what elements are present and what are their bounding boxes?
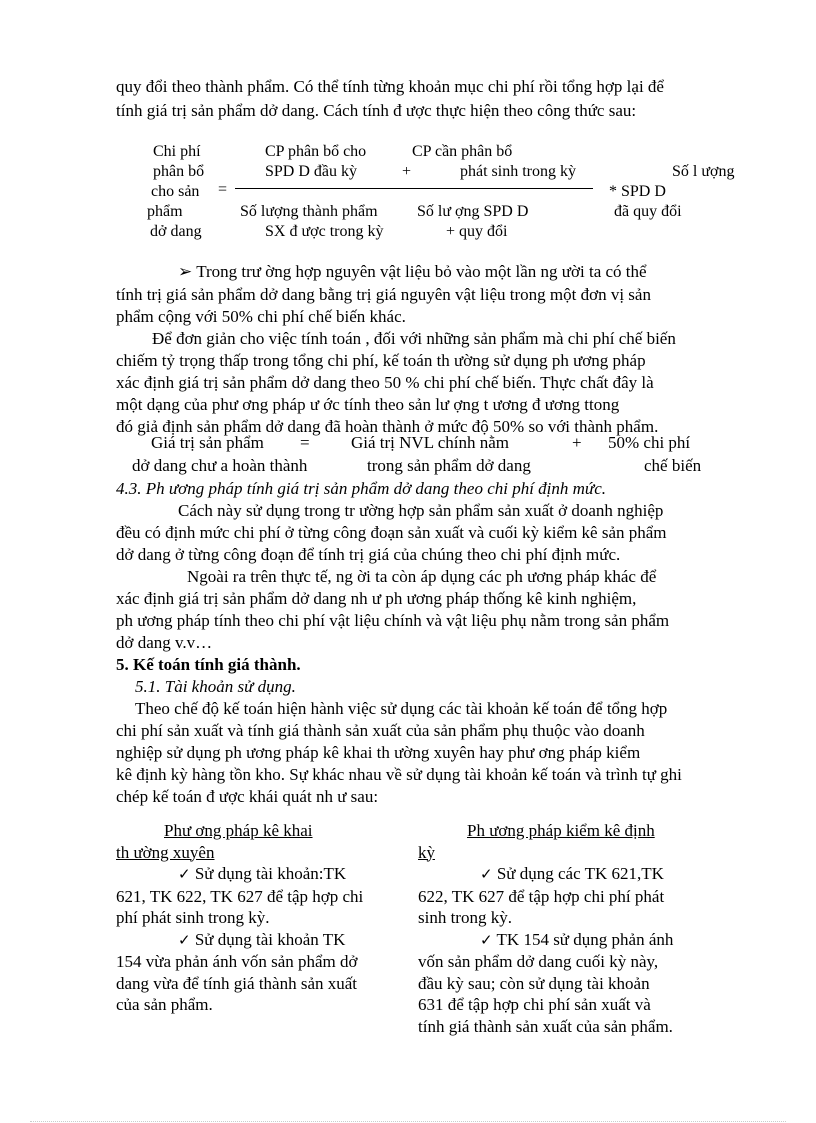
formula-lhs-1: Chi phí: [153, 143, 201, 160]
para2-line-5: đó giả định sản phẩm dở dang đã hoàn thành ở mức độ 50% so với thành phẩm.: [116, 417, 659, 436]
right-bullet-1-line-2: 622, TK 627 để tập hợp chi phí phát: [418, 886, 665, 906]
formula-rhs-3: đã quy đổi: [614, 203, 682, 220]
intro-line-1: quy đổi theo thành phẩm. Có thể tính từng khoản mục chi phí rồi tổng hợp lại để: [116, 77, 664, 96]
right-bullet-2-line-1: ✓ TK 154 sử dụng phản ánh: [480, 929, 674, 949]
left-bullet-1-line-1: ✓ Sử dụng tài khoản:TK: [178, 864, 347, 883]
left-bullet-2-line-3: dang vừa để tính giá thành sản xuất: [116, 973, 358, 993]
formula-den-b2: + quy đổi: [446, 223, 508, 240]
formula-plus: +: [402, 163, 412, 180]
formula-rhs-2: * SPD D: [609, 183, 666, 200]
checkmark-icon: ✓: [480, 865, 493, 883]
right-bullet-2-line-5: tính giá thành sản xuất của sản phẩm.: [418, 1016, 673, 1036]
left-bullet-1-line-3: phí phát sinh trong kỳ.: [116, 908, 270, 927]
checkmark-icon: ✓: [178, 865, 191, 883]
para1-line-3: phẩm cộng với 50% chi phí chế biến khác.: [116, 307, 406, 326]
formula2-c2: chế biến: [644, 456, 702, 475]
formula2-a2: dở dang chư a hoàn thành: [132, 456, 308, 475]
formula2-a1: Giá trị sản phẩm: [151, 433, 264, 452]
para4-line-4: dở dang v.v…: [116, 633, 213, 652]
checkmark-icon: ✓: [480, 930, 493, 949]
formula-rhs-1: Số l ượng: [672, 163, 735, 180]
intro-line-2: tính giá trị sản phẩm dở dang. Cách tính đ ược thực hiện theo công thức sau:: [116, 101, 637, 120]
section-heading-5: 5. Kế toán tính giá thành.: [116, 655, 301, 674]
formula-lhs-3: cho sản: [151, 183, 200, 200]
formula-lhs-2: phân bổ: [153, 163, 205, 180]
formula2-b2: trong sản phẩm dở dang: [367, 456, 531, 475]
formula-num-b1: CP cần phân bổ: [412, 143, 513, 160]
right-header-line-2: kỳ: [418, 842, 435, 862]
right-bullet-1-line-3: sinh trong kỳ.: [418, 908, 512, 927]
left-bullet-1-line-2: 621, TK 622, TK 627 để tập hợp chi: [116, 886, 364, 906]
para1-line-1: ➢ Trong trư ờng hợp nguyên vật liệu bỏ vào một lần ng ười ta có thể: [178, 262, 647, 281]
right-header-line-1: Ph ương pháp kiểm kê định: [467, 821, 655, 840]
arrow-bullet-icon: ➢: [178, 262, 193, 281]
formula2-eq: =: [300, 433, 310, 452]
left-bullet-2-line-4: của sản phẩm.: [116, 995, 213, 1014]
para4-line-2: xác định giá trị sản phẩm dở dang nh ư ph ương pháp thống kê kinh nghiệm,: [116, 589, 637, 608]
formula-den-a1: Số lượng thành phẩm: [240, 203, 378, 220]
left-bullet-2-line-1: ✓ Sử dụng tài khoản TK: [178, 929, 346, 949]
page-bottom-divider: [30, 1121, 786, 1122]
left-header-line-1: Phư ơng pháp kê khai: [164, 821, 313, 840]
para5-line-1: Theo chế độ kế toán hiện hành việc sử dụng các tài khoản kế toán để tổng hợp: [135, 699, 668, 718]
checkmark-icon: ✓: [178, 930, 191, 949]
formula-num-a1: CP phân bổ cho: [265, 143, 367, 160]
para2-line-2: chiếm tỷ trọng thấp trong tổng chi phí, kế toán th ường sử dụng ph ương pháp: [116, 351, 646, 370]
para1-line-2: tính trị giá sản phẩm dở dang bằng trị giá nguyên vật liệu trong một đơn vị sản: [116, 285, 651, 304]
right-column: [418, 820, 718, 1037]
para5-line-2: chi phí sản xuất và tính giá thành sản xuất của sản phẩm phụ thuộc vào doanh: [116, 721, 645, 740]
para3-line-3: dở dang ở từng công đoạn để tính trị giá của chúng theo chi phí định mức.: [116, 545, 621, 564]
section-heading-5-1: 5.1. Tài khoản sử dụng.: [135, 677, 296, 696]
formula-equals: =: [218, 181, 228, 198]
left-column: [116, 820, 406, 1016]
para3-line-2: đều có định mức chi phí ở từng công đoạn sản xuất và cuối kỳ kiểm kê sản phẩm: [116, 523, 667, 542]
formula-num-b2: phát sinh trong kỳ: [460, 163, 576, 180]
left-bullet-2-line-2: 154 vừa phản ánh vốn sản phẩm dở: [116, 952, 358, 971]
right-bullet-2-line-3: đầu kỳ sau; còn sử dụng tài khoản: [418, 973, 650, 993]
para2-line-3: xác định giá trị sản phẩm dở dang theo 50 % chi phí chế biến. Thực chất đây là: [116, 373, 654, 392]
formula2-plus: +: [572, 433, 582, 452]
formula2-b1: Giá trị NVL chính nằm: [351, 433, 509, 452]
formula-den-a2: SX đ ược trong kỳ: [265, 223, 384, 240]
para5-line-4: kê định kỳ hàng tồn kho. Sự khác nhau về sử dụng tài khoản kế toán và trình tự ghi: [116, 765, 682, 784]
section-heading-4-3: 4.3. Ph ương pháp tính giá trị sản phẩm dở dang theo chi phí định mức.: [116, 479, 607, 498]
para2-line-1: Để đơn giản cho việc tính toán , đối với những sản phẩm mà chi phí chế biến: [152, 329, 676, 348]
formula-num-a2: SPD D đầu kỳ: [265, 163, 358, 180]
para3-line-1: Cách này sử dụng trong tr ường hợp sản phẩm sản xuất ở doanh nghiệp: [178, 501, 664, 520]
formula-lhs-5: dở dang: [150, 223, 202, 240]
right-bullet-2-line-2: vốn sản phẩm dở dang cuối kỳ này,: [418, 952, 659, 971]
fraction-line: [235, 188, 593, 189]
right-bullet-1-line-1: ✓ Sử dụng các TK 621,TK: [480, 864, 664, 883]
para2-line-4: một dạng của phư ơng pháp ư ớc tính theo sản lư ợng t ương đ ương ttong: [116, 395, 620, 414]
formula-lhs-4: phẩm: [147, 203, 183, 220]
para4-line-3: ph ương pháp tính theo chi phí vật liệu chính và vật liệu phụ nằm trong sản phẩm: [116, 611, 670, 630]
para5-line-3: nghiệp sử dụng ph ương pháp kê khai th ường xuyên hay phư ơng pháp kiểm: [116, 743, 641, 762]
formula2-c1: 50% chi phí: [608, 433, 691, 452]
para4-line-1: Ngoài ra trên thực tế, ng ời ta còn áp dụng các ph ương pháp khác để: [187, 567, 657, 586]
right-bullet-2-line-4: 631 để tập hợp chi phí sản xuất và: [418, 995, 651, 1014]
para5-line-5: chép kế toán đ ược khái quát nh ư sau:: [116, 787, 379, 806]
left-header-line-2: th ường xuyên: [116, 842, 215, 862]
formula-den-b1: Số lư ợng SPD D: [417, 203, 529, 220]
